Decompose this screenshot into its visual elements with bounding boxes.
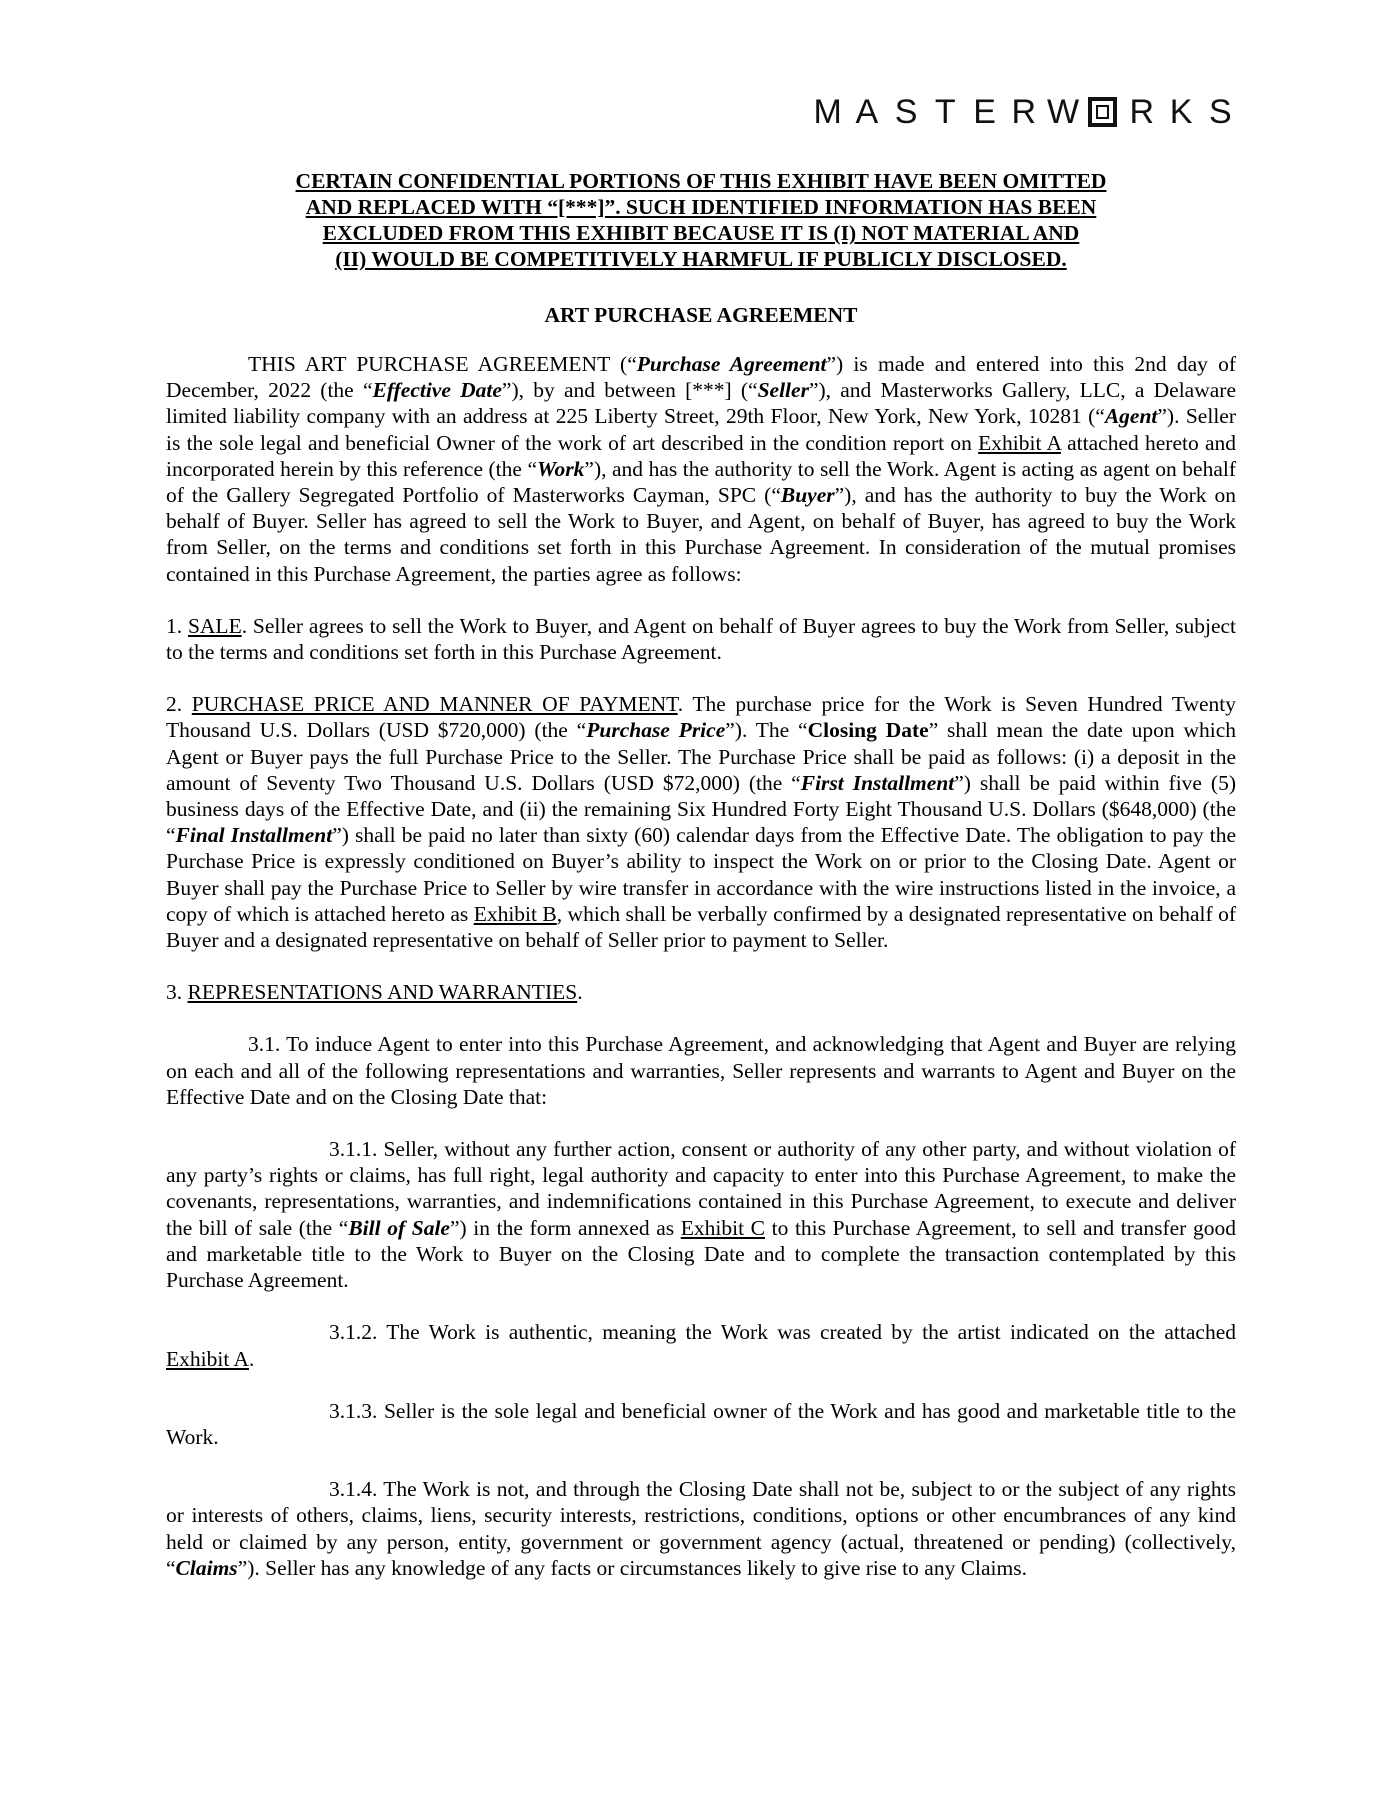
section-3-1: 3.1. To induce Agent to enter into this Purchase Agreement, and acknowledging that Agent and Buyer are relying on each and all of the following representations and warranties, Seller represents and warrants to Agent and Buyer on the Effective Date and on the Closing Date that:: [166, 1032, 1236, 1109]
notice-line: AND REPLACED WITH “[***]”. SUCH IDENTIFIED INFORMATION HAS BEEN: [305, 195, 1097, 219]
confidentiality-notice: [166, 168, 1236, 272]
section-heading: REPRESENTATIONS AND WARRANTIES: [187, 980, 578, 1005]
defined-term: Claims: [175, 1555, 238, 1580]
defined-term: Agent: [1104, 404, 1158, 429]
notice-line: (II) WOULD BE COMPETITIVELY HARMFUL IF PUBLICLY DISCLOSED.: [335, 247, 1067, 271]
exhibit-c-reference: Exhibit C: [680, 1215, 765, 1240]
section-3-1-1: 3.1.1. Seller, without any further action, consent or authority of any other party, and without violation of any party’s rights or claims, has full right, legal authority and capacity to enter into this Purchase Agreement, to make the covenants, representations, warranties, and indemnifications contained in this Purchase Agreement, to execute and deliver the bill of sale (the “Bill of Sale”) in the form annexed as Exhibit C to this Purchase Agreement, to sell and transfer good and marketable title to the Work to Buyer on the Closing Date and to complete the transaction contemplated by this Purchase Agreement.: [166, 1137, 1236, 1293]
exhibit-b-reference: Exhibit B: [473, 901, 557, 926]
section-3-1-2: 3.1.2. The Work is authentic, meaning the Work was created by the artist indicated on the attached Exhibit A.: [166, 1320, 1236, 1371]
exhibit-a-reference: Exhibit A: [978, 430, 1061, 455]
exhibit-a-reference: Exhibit A: [166, 1346, 250, 1371]
intro-paragraph: THIS ART PURCHASE AGREEMENT (“Purchase Agreement”) is made and entered into this 2nd day of December, 2022 (the “Effective Date”), by and between [***] (“Seller”), and Masterworks Gallery, LLC, a Delaware limited liability company with an address at 225 Liberty Street, 29th Floor, New York, New York, 10281 (“Agent”). Seller is the sole legal and beneficial Owner of the work of art described in the condition report on Exhibit A attached hereto and incorporated herein by this reference (the “Work”), and has the authority to sell the Work. Agent is acting as agent on behalf of the Gallery Segregated Portfolio of Masterworks Cayman, SPC (“Buyer”), and has the authority to buy the Work on behalf of Buyer. Seller has agreed to sell the Work to Buyer, and Agent, on behalf of Buyer, has agreed to buy the Work from Seller, on the terms and conditions set forth in this Purchase Agreement. In consideration of the mutual promises contained in this Purchase Agreement, the parties agree as follows:: [166, 352, 1236, 586]
section-3-heading: 3. REPRESENTATIONS AND WARRANTIES.: [166, 980, 583, 1005]
document-title: ART PURCHASE AGREEMENT: [544, 303, 858, 327]
section-heading: SALE: [187, 613, 242, 638]
section-1-sale: 1. SALE. Seller agrees to sell the Work to Buyer, and Agent on behalf of Buyer agrees to buy the Work from Seller, subject to the terms and conditions set forth in this Purchase Agreement.: [166, 613, 1237, 665]
defined-term: Effective Date: [372, 378, 502, 403]
section-3-1-4: 3.1.4. The Work is not, and through the Closing Date shall not be, subject to or the subject of any rights or interests of others, claims, liens, security interests, restrictions, conditions, options or other encumbrances of any kind held or claimed by any person, entity, government or government agency (actual, threatened or pending) (collectively, “Claims”). Seller has any knowledge of any facts or circumstances likely to give rise to any Claims.: [166, 1477, 1236, 1580]
defined-term: Bill of Sale: [348, 1215, 450, 1240]
defined-term: Purchase Agreement: [636, 352, 827, 376]
defined-term: Purchase Price: [586, 718, 726, 743]
section-heading: PURCHASE PRICE AND MANNER OF PAYMENT: [191, 692, 678, 717]
section-2-purchase-price: 2. PURCHASE PRICE AND MANNER OF PAYMENT. The purchase price for the Work is Seven Hundred Twenty Thousand U.S. Dollars (USD $720,000) (the “Purchase Price”). The “Closing Date” shall mean the date upon which Agent or Buyer pays the full Purchase Price to the Seller. The Purchase Price shall be paid as follows: (i) a deposit in the amount of Seventy Two Thousand U.S. Dollars (USD $72,000) (the “First Installment”) shall be paid within five (5) business days of the Effective Date, and (ii) the remaining Six Hundred Forty Eight Thousand U.S. Dollars ($648,000) (the “Final Installment”) shall be paid no later than sixty (60) calendar days from the Effective Date. The obligation to pay the Purchase Price is expressly conditioned on Buyer’s ability to inspect the Work on or prior to the Closing Date. Agent or Buyer shall pay the Purchase Price to Seller by wire transfer in accordance with the wire instructions listed in the invoice, a copy of which is attached hereto as Exhibit B, which shall be verbally confirmed by a designated representative on behalf of Buyer and a designated representative on behalf of Seller prior to payment to Seller.: [166, 692, 1237, 953]
agreement-body: [166, 351, 1236, 1581]
defined-term: Closing Date: [807, 718, 929, 743]
defined-term: Final Installment: [175, 823, 333, 848]
logo-square-o-icon: [1088, 97, 1118, 127]
defined-term: Buyer: [780, 483, 835, 508]
section-3-1-3: 3.1.3. Seller is the sole legal and beneficial owner of the Work and has good and marketable title to the Work.: [166, 1398, 1236, 1449]
defined-term: Work: [537, 456, 585, 481]
masterworks-logo: M A S T E R W R K S: [813, 93, 1232, 131]
defined-term: Seller: [757, 378, 809, 403]
defined-term: First Installment: [800, 770, 955, 795]
notice-line: EXCLUDED FROM THIS EXHIBIT BECAUSE IT IS (I) NOT MATERIAL AND: [322, 221, 1080, 245]
notice-line: CERTAIN CONFIDENTIAL PORTIONS OF THIS EXHIBIT HAVE BEEN OMITTED: [295, 169, 1107, 193]
